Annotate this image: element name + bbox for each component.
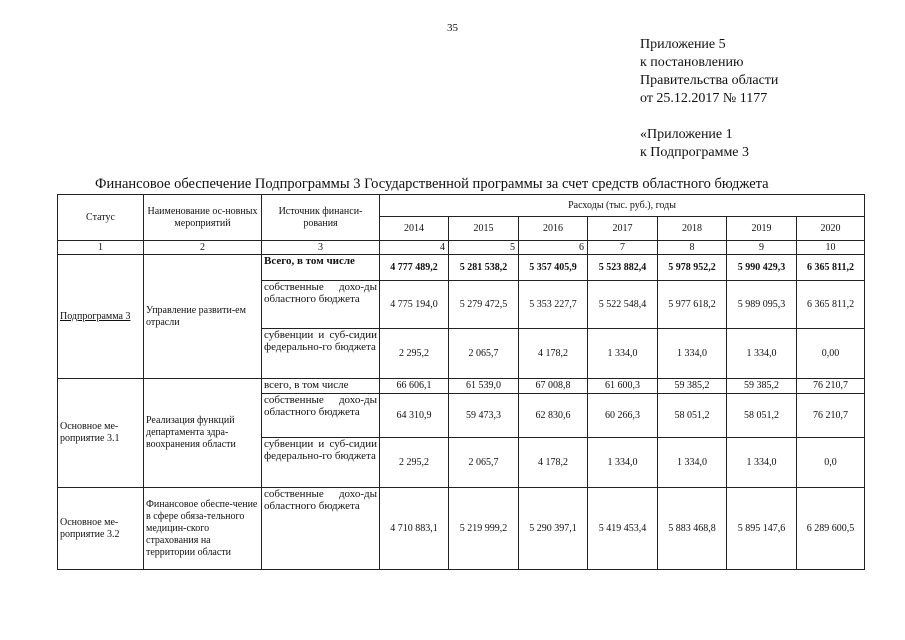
appendix-block xyxy=(640,36,778,162)
header-year: 2014 xyxy=(380,217,449,241)
source-cell: собственные дохо-ды областного бюджета xyxy=(262,488,380,570)
value-cell: 76 210,7 xyxy=(797,394,865,438)
value-cell: 5 978 952,2 xyxy=(658,255,727,281)
status-cell: Подпрограмма 3 xyxy=(58,255,144,379)
header-year: 2016 xyxy=(519,217,588,241)
column-number: 10 xyxy=(797,241,865,255)
appendix-line: к постановлению xyxy=(640,55,744,70)
value-cell: 5 989 095,3 xyxy=(727,281,797,329)
column-number: 9 xyxy=(727,241,797,255)
value-cell: 59 385,2 xyxy=(658,379,727,394)
column-number: 7 xyxy=(588,241,658,255)
header-activity: Наименование ос-новных мероприятий xyxy=(144,195,262,241)
value-cell: 5 353 227,7 xyxy=(519,281,588,329)
header-source: Источник финанси-рования xyxy=(262,195,380,241)
value-cell: 2 295,2 xyxy=(380,329,449,379)
header-year: 2017 xyxy=(588,217,658,241)
value-cell: 1 334,0 xyxy=(588,329,658,379)
value-cell: 0,0 xyxy=(797,438,865,488)
column-number: 2 xyxy=(144,241,262,255)
value-cell: 1 334,0 xyxy=(727,329,797,379)
header-status: Статус xyxy=(58,195,144,241)
value-cell: 67 008,8 xyxy=(519,379,588,394)
value-cell: 66 606,1 xyxy=(380,379,449,394)
column-number: 3 xyxy=(262,241,380,255)
header-year: 2020 xyxy=(797,217,865,241)
value-cell: 58 051,2 xyxy=(658,394,727,438)
value-cell: 0,00 xyxy=(797,329,865,379)
status-cell: Основное ме-роприятие 3.2 xyxy=(58,488,144,570)
column-number: 4 xyxy=(380,241,449,255)
value-cell: 2 065,7 xyxy=(449,438,519,488)
activity-cell: Реализация функций департамента здра-воохранения области xyxy=(144,379,262,488)
value-cell: 2 065,7 xyxy=(449,329,519,379)
value-cell: 62 830,6 xyxy=(519,394,588,438)
value-cell: 1 334,0 xyxy=(727,438,797,488)
appendix-line: «Приложение 1 xyxy=(640,127,733,142)
value-cell: 5 522 548,4 xyxy=(588,281,658,329)
value-cell: 5 357 405,9 xyxy=(519,255,588,281)
value-cell: 5 419 453,4 xyxy=(588,488,658,570)
value-cell: 5 219 999,2 xyxy=(449,488,519,570)
value-cell: 61 600,3 xyxy=(588,379,658,394)
table-row xyxy=(58,379,865,394)
appendix-line: к Подпрограмме 3 xyxy=(640,145,750,160)
header-year: 2015 xyxy=(449,217,519,241)
value-cell: 5 290 397,1 xyxy=(519,488,588,570)
value-cell: 4 710 883,1 xyxy=(380,488,449,570)
value-cell: 5 523 882,4 xyxy=(588,255,658,281)
value-cell: 5 281 538,2 xyxy=(449,255,519,281)
source-cell: Всего, в том числе xyxy=(262,255,380,281)
header-year: 2018 xyxy=(658,217,727,241)
value-cell: 5 883 468,8 xyxy=(658,488,727,570)
value-cell: 59 385,2 xyxy=(727,379,797,394)
table-title: Финансовое обеспечение Подпрограммы 3 Государственной программы за счет средств областного бюджета xyxy=(95,176,769,192)
value-cell: 1 334,0 xyxy=(658,329,727,379)
value-cell: 2 295,2 xyxy=(380,438,449,488)
financing-table xyxy=(57,194,865,570)
value-cell: 6 289 600,5 xyxy=(797,488,865,570)
header-expenses: Расходы (тыс. руб.), годы xyxy=(380,195,865,217)
value-cell: 1 334,0 xyxy=(658,438,727,488)
value-cell: 5 279 472,5 xyxy=(449,281,519,329)
value-cell: 5 895 147,6 xyxy=(727,488,797,570)
value-cell: 4 777 489,2 xyxy=(380,255,449,281)
activity-cell: Управление развити-ем отрасли xyxy=(144,255,262,379)
column-number: 8 xyxy=(658,241,727,255)
value-cell: 76 210,7 xyxy=(797,379,865,394)
column-number: 6 xyxy=(519,241,588,255)
table-row xyxy=(58,255,865,281)
value-cell: 4 178,2 xyxy=(519,438,588,488)
source-cell: субвенции и суб-сидии федерально-го бюджета xyxy=(262,438,380,488)
table-row xyxy=(58,488,865,570)
page-number: 35 xyxy=(447,22,458,34)
column-number: 5 xyxy=(449,241,519,255)
value-cell: 1 334,0 xyxy=(588,438,658,488)
value-cell: 6 365 811,2 xyxy=(797,255,865,281)
appendix-line: Приложение 5 xyxy=(640,37,726,52)
activity-cell: Финансовое обеспе-чение в сфере обяза-тельного медицин-ского страхования на территории области xyxy=(144,488,262,570)
appendix-line: Правительства области xyxy=(640,73,779,88)
source-cell: субвенции и суб-сидии федерально-го бюджета xyxy=(262,329,380,379)
status-cell: Основное ме-роприятие 3.1 xyxy=(58,379,144,488)
value-cell: 6 365 811,2 xyxy=(797,281,865,329)
appendix-line: от 25.12.2017 № 1177 xyxy=(640,91,768,106)
value-cell: 58 051,2 xyxy=(727,394,797,438)
value-cell: 5 990 429,3 xyxy=(727,255,797,281)
value-cell: 4 775 194,0 xyxy=(380,281,449,329)
column-number: 1 xyxy=(58,241,144,255)
value-cell: 60 266,3 xyxy=(588,394,658,438)
value-cell: 61 539,0 xyxy=(449,379,519,394)
value-cell: 59 473,3 xyxy=(449,394,519,438)
value-cell: 5 977 618,2 xyxy=(658,281,727,329)
value-cell: 4 178,2 xyxy=(519,329,588,379)
source-cell: собственные дохо-ды областного бюджета xyxy=(262,281,380,329)
source-cell: собственные дохо-ды областного бюджета xyxy=(262,394,380,438)
header-year: 2019 xyxy=(727,217,797,241)
value-cell: 64 310,9 xyxy=(380,394,449,438)
source-cell: всего, в том числе xyxy=(262,379,380,394)
